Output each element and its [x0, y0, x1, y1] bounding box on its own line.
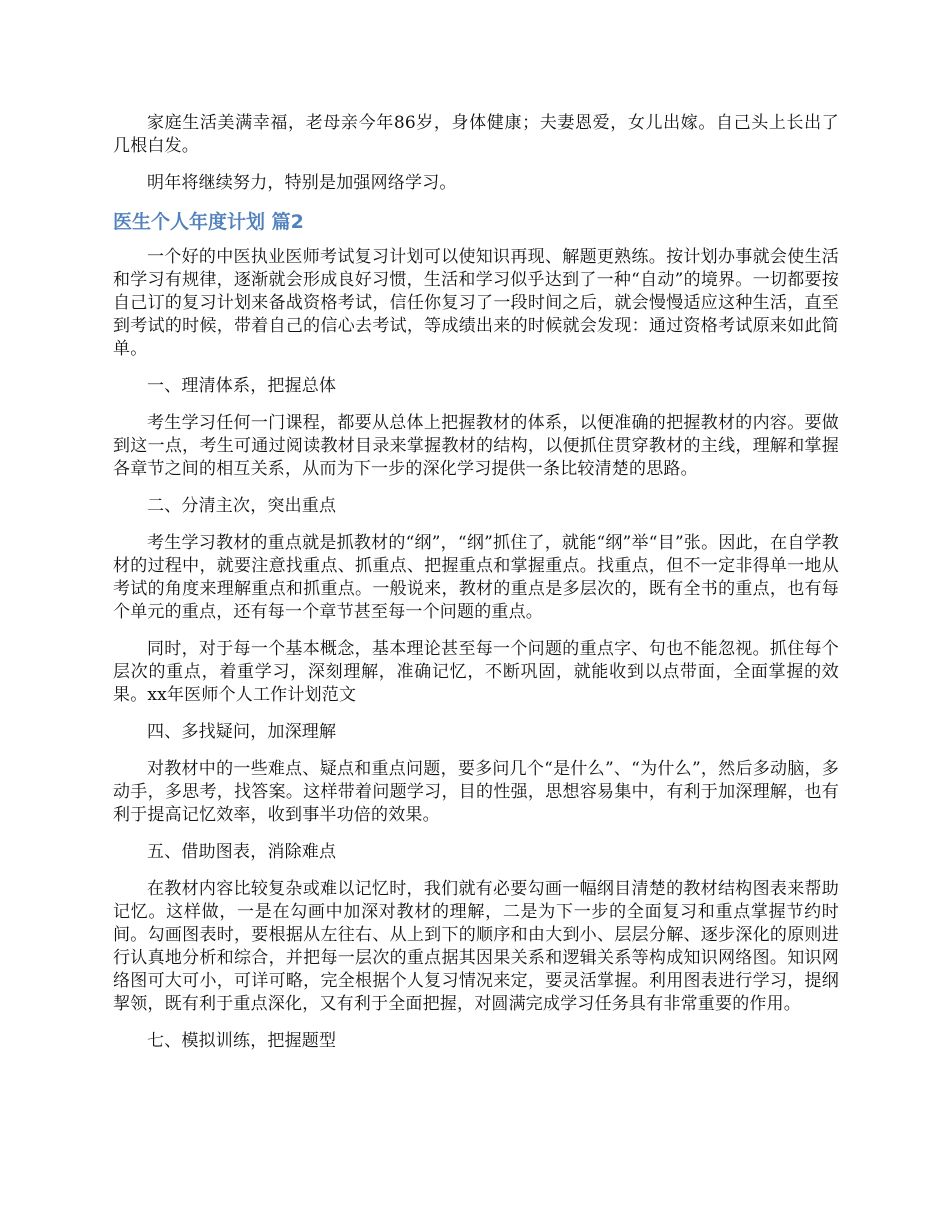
paragraph-intro: 一个好的中医执业医师考试复习计划可以使知识再现、解题更熟练。按计划办事就会使生活和学习有规律，逐渐就会形成良好习惯，生活和学习似乎达到了一种“自动”的境界。一切都要按自己订的复习计划来备战资格考试，信任你复习了一段时间之后，就会慢慢适应这种生活，直至到考试的时候，带着自己的信心去考试，等成绩出来的时候就会发现：通过资格考试原来如此简单。 [113, 247, 839, 359]
document-page [113, 112, 839, 1067]
paragraph-key-points: 考生学习教材的重点就是抓教材的“纲”，“纲”抓住了，就能“纲”举“目”张。因此，在自学教材的过程中，就要注意找重点、抓重点、把握重点和掌握重点。找重点，但不一定非得单一地从考试的角度来理解重点和抓重点。一般说来，教材的重点是多层次的，既有全书的重点，也有每个单元的重点，还有每一个章节甚至每一个问题的重点。 [113, 533, 839, 622]
subheading-1: 一、理清体系，把握总体 [147, 376, 337, 396]
paragraph-next-year: 明年将继续努力，特别是加强网络学习。 [147, 173, 457, 193]
subheading-7: 七、模拟训练，把握题型 [147, 1031, 337, 1051]
section-heading: 医生个人年度计划 篇2 [113, 211, 304, 233]
paragraph-charts: 在教材内容比较复杂或难以记忆时，我们就有必要勾画一幅纲目清楚的教材结构图表来帮助记忆。这样做，一是在勾画中加深对教材的理解，二是为下一步的全面复习和重点掌握节约时间。勾画图表时，要根据从左往右、从上到下的顺序和由大到小、层层分解、逐步深化的原则进行认真地分析和综合，并把每一层次的重点据其因果关系和逻辑关系等构成知识网络图。知识网络图可大可小，可详可略，完全根据个人复习情况来定，要灵活掌握。利用图表进行学习，提纲挈领，既有利于重点深化，又有利于全面把握，对圆满完成学习任务具有非常重要的作用。 [113, 879, 839, 1014]
subheading-5: 五、借助图表，消除难点 [147, 842, 337, 862]
paragraph-concepts: 同时，对于每一个基本概念，基本理论甚至每一个问题的重点字、句也不能忽视。抓住每个层次的重点，着重学习，深刻理解，准确记忆，不断巩固，就能收到以点带面，全面掌握的效果。xx年医师个人工作计划范文 [113, 639, 839, 705]
paragraph-questions: 对教材中的一些难点、疑点和重点问题，要多问几个“是什么”、“为什么”，然后多动脑，多动手，多思考，找答案。这样带着问题学习，目的性强，思想容易集中，有利于加深理解，也有利于提高记忆效率，收到事半功倍的效果。 [113, 759, 839, 825]
subheading-2: 二、分清主次，突出重点 [147, 496, 337, 516]
paragraph-system: 考生学习任何一门课程，都要从总体上把握教材的体系，以便准确的把握教材的内容。要做到这一点，考生可通过阅读教材目录来掌握教材的结构，以便抓住贯穿教材的主线，理解和掌握各章节之间的相互关系，从而为下一步的深化学习提供一条比较清楚的思路。 [113, 413, 839, 479]
subheading-4: 四、多找疑问，加深理解 [147, 722, 337, 742]
paragraph-family-life: 家庭生活美满幸福，老母亲今年86岁，身体健康；夫妻恩爱，女儿出嫁。自己头上长出了几根白发。 [113, 113, 839, 156]
